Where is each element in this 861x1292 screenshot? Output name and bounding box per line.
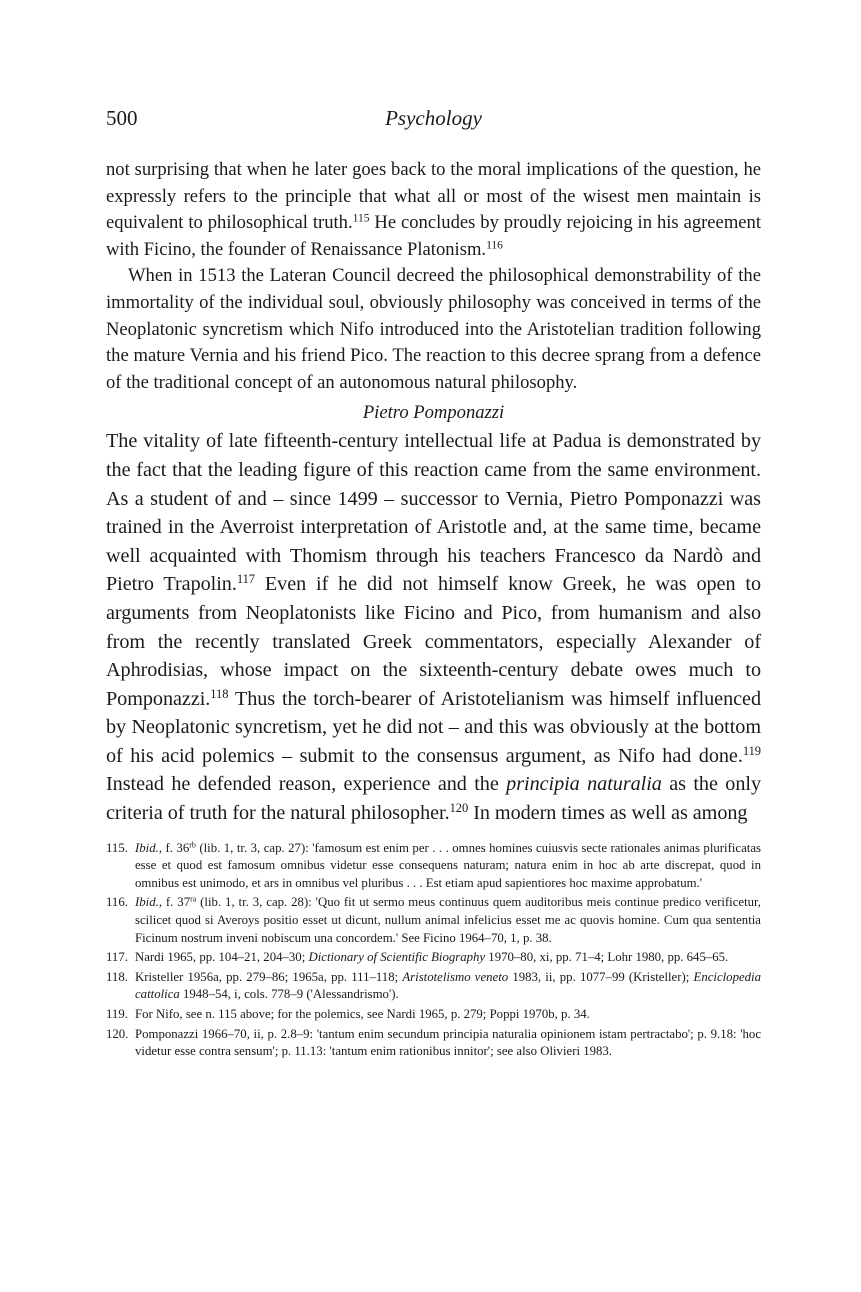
footnote-number: 116. <box>106 895 128 910</box>
footnote-text: Pomponazzi 1966–70, ii, p. 2.8–9: 'tantum enim secundum principia naturalia opinionem istam pertractabo'; p. 9.18: 'hoc videtur esse contra sensum'; p. 11.13: 'tantum enim rationibus innitor'; see also Olivieri 1983. <box>135 1026 761 1059</box>
footnote-fragment: 1970–80, xi, pp. 71–4; Lohr 1980, pp. 645–65. <box>485 950 729 965</box>
citation-title: Aristotelismo veneto <box>402 969 509 984</box>
footnote-118 <box>106 969 761 1004</box>
footnote-120 <box>106 1026 761 1061</box>
footnote-text: For Nifo, see n. 115 above; for the polemics, see Nardi 1965, p. 279; Poppi 1970b, p. 34. <box>135 1007 590 1021</box>
paragraph-text: not surprising that when he later goes back to the moral implications of the question, he expressly refers to the principle that what all or most of the wisest men maintain is equivalent to philosophical truth. <box>106 159 761 234</box>
footnote-ref-120[interactable]: 120 <box>449 801 469 816</box>
paragraph-2: When in 1513 the Lateran Council decreed the philosophical demonstrability of the immortality of the individual soul, obviously philosophy was conceived in terms of the Neoplatonic syncretism which Nifo introduced into the Aristotelian tradition following the mature Vernia and his friend Pico. The reaction to this decree sprang from a defence of the traditional concept of an autonomous natural philosophy. <box>106 265 761 393</box>
folio-superscript: ra <box>190 895 197 905</box>
footnote-fragment: 1983, ii, pp. 1077–99 (Kristeller); <box>508 969 694 984</box>
footnote-fragment: (lib. 1, tr. 3, cap. 27): 'famosum est enim per . . . omnes homines cuiusvis secte rationales animas plurificatas esse et quod est famosum omnibus videtur esse consequens naturam; natura enim in hoc ab arte discrepat, quod in omnibus est unimodo, et ars in omnibus vel pluribus . . . Est etiam apud sapientiores hoc maxime approbatum.' <box>135 840 761 890</box>
paragraph-text: In modern times as well as among <box>468 802 748 825</box>
footnote-ref-118[interactable]: 118 <box>210 686 229 701</box>
footnote-text <box>135 840 761 893</box>
footnote-119 <box>106 1006 761 1024</box>
citation-title: Dictionary of Scientific Biography <box>308 950 486 965</box>
paragraph-1 <box>106 157 761 263</box>
footnote-fragment: (lib. 1, tr. 3, cap. 28): 'Quo fit ut sermo meus continuus quem auditoribus meis continue predico verificetur, scilicet quod si Averoys positio esset ut dicunt, nullum animal infelicius esset me ac quovis homine. Cum qua sententia Ficinum nostrum inveni nobiscum una concordem.' See Ficino 1964–70, 1, p. 38. <box>135 895 761 945</box>
footnote-text <box>135 969 761 1004</box>
citation-ref: Ibid., <box>135 840 163 855</box>
section-pomponazzi <box>106 427 761 827</box>
footnote-fragment: Nardi 1965, pp. 104–21, 204–30; <box>135 950 309 965</box>
paragraph-text: Thus the torch-bearer of Aristotelianism was himself influenced by Neoplatonic syncretism, yet he did not – and this was obviously at the bottom of his acid polemics – submit to the consensus argument, as Nifo had done. <box>106 687 761 767</box>
footnote-115 <box>106 840 761 893</box>
paragraph-text: The vitality of late fifteenth-century intellectual life at Padua is demonstrated by the fact that the leading figure of this reaction came from the same environment. As a student of and – since 1499 – successor to Vernia, Pietro Pomponazzi was trained in the Averroist interpretation of Aristotle and, at the same time, became well acquainted with Thomism through his teachers Francesco da Nardò and Pietro Trapolin. <box>106 430 761 596</box>
footnote-number: 117. <box>106 950 128 965</box>
footnote-number: 115. <box>106 840 128 855</box>
footnote-number: 119. <box>106 1007 128 1021</box>
page-number: 500 <box>106 106 138 130</box>
paragraph-text: as the only criteria of truth for the natural philosopher. <box>106 773 761 825</box>
paragraph-text: Even if he did not himself know Greek, he was open to arguments from Neoplatonists like Ficino and Pico, from humanism and also from the recently translated Greek commentators, especially Alexander of Aphrodisias, whose impact on the sixteenth-century debate owes much to Pomponazzi. <box>106 573 761 710</box>
paragraph-3 <box>106 427 761 827</box>
running-header <box>106 106 761 136</box>
footnote-ref-116[interactable]: 116 <box>486 239 503 252</box>
folio-superscript: rb <box>189 840 196 850</box>
footnote-ref-115[interactable]: 115 <box>352 212 370 225</box>
section-continuation <box>106 157 761 396</box>
paragraph-text: Instead he defended reason, experience and the <box>106 773 507 796</box>
footnote-text <box>135 949 761 967</box>
footnote-number: 120. <box>106 1026 129 1041</box>
footnote-fragment: f. 36 <box>162 840 190 855</box>
footnote-117 <box>106 949 761 967</box>
running-title: Psychology <box>385 106 482 130</box>
footnotes <box>106 840 761 1061</box>
footnote-ref-117[interactable]: 117 <box>236 572 255 587</box>
section-heading: Pietro Pomponazzi <box>362 402 505 424</box>
footnote-fragment: Kristeller 1956a, pp. 279–86; 1965a, pp. 111–118; <box>135 969 403 984</box>
footnote-number: 118. <box>106 969 128 984</box>
citation-ref: Ibid., <box>135 895 163 910</box>
footnote-text <box>135 894 761 947</box>
footnote-fragment: 1948–54, i, cols. 778–9 ('Alessandrismo'). <box>179 987 399 1002</box>
footnote-116 <box>106 894 761 947</box>
paragraph-text: He concludes by proudly rejoicing in his agreement with Ficino, the founder of Renaissance Platonism. <box>106 212 761 260</box>
citation-title: Enciclopedia cattolica <box>135 969 762 1002</box>
main-text <box>106 157 761 1061</box>
footnote-fragment: f. 37 <box>162 895 191 910</box>
italic-term: principia naturalia <box>506 773 662 796</box>
footnote-ref-119[interactable]: 119 <box>742 744 761 758</box>
